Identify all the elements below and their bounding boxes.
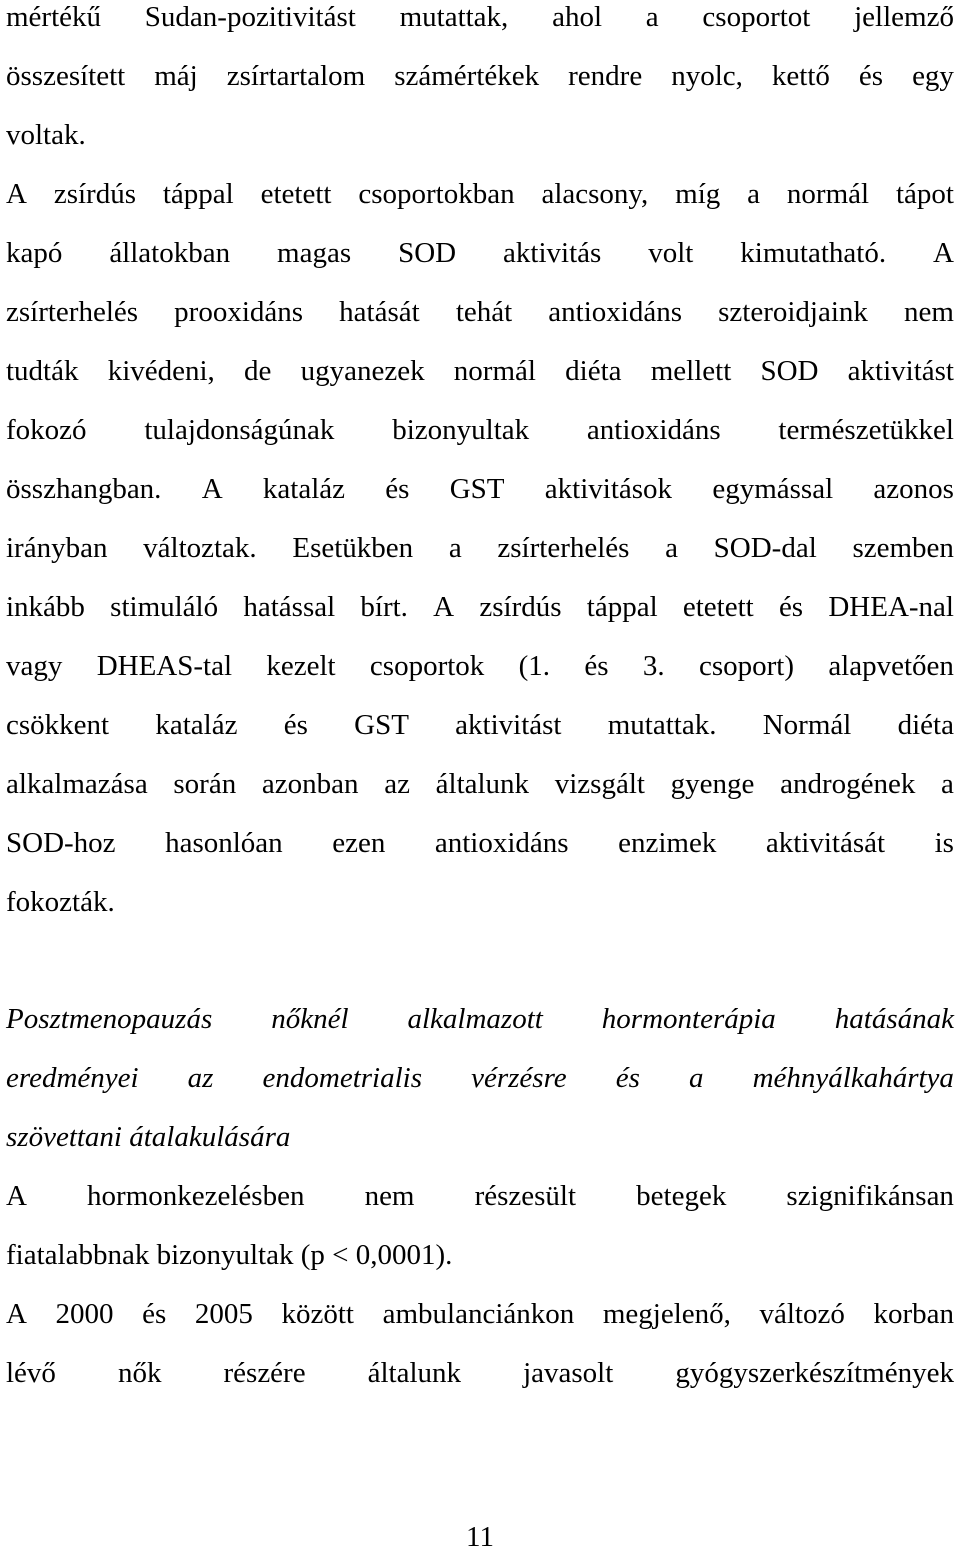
word: alapvetően [828, 650, 954, 682]
word: diéta [565, 355, 622, 387]
word: gyógyszerkészítmények [675, 1357, 954, 1389]
section-heading-line [6, 999, 954, 1039]
word: mellett [650, 355, 732, 387]
word: antioxidáns [434, 827, 569, 859]
word: normál [786, 178, 870, 210]
word: GST [449, 473, 505, 505]
word: és [615, 1062, 640, 1094]
word: androgének [780, 768, 916, 800]
word: között [281, 1298, 354, 1330]
word: SOD [398, 237, 457, 269]
word: alacsony, [541, 178, 649, 210]
word: aktivitását [765, 827, 886, 859]
word: zsírtartalom [226, 60, 366, 92]
word: jellemző [854, 1, 954, 33]
word: aktivitást [847, 355, 954, 387]
word: ugyanezek [300, 355, 425, 387]
word: etetett [682, 591, 754, 623]
word: A [6, 1298, 27, 1330]
word: bírt. [360, 591, 408, 623]
word: lévő [6, 1357, 56, 1389]
word: alkalmazása [6, 768, 148, 800]
word: nyolc, [671, 60, 743, 92]
word: normál [453, 355, 536, 387]
word: zsírterhelés [497, 532, 630, 564]
word: de [244, 355, 272, 387]
word: táppal [162, 178, 234, 210]
word: vérzésre [471, 1062, 567, 1094]
word: A [933, 237, 954, 269]
word: ahol [552, 1, 603, 33]
word: a [665, 532, 678, 564]
word: és [385, 473, 410, 505]
word: tulajdonságúnak [144, 414, 335, 446]
word: kataláz [262, 473, 346, 505]
word: ezen [332, 827, 386, 859]
word: számértékek [394, 60, 540, 92]
text-line [6, 174, 954, 214]
word: míg [675, 178, 721, 210]
word: hasonlóan [165, 827, 283, 859]
text-line [6, 410, 954, 450]
word: antioxidáns [548, 296, 682, 328]
word: zsírdús [53, 178, 136, 210]
word: javasolt [523, 1357, 614, 1389]
word: tehát [455, 296, 513, 328]
text-line [6, 764, 954, 804]
word: A [6, 178, 27, 210]
word: gyenge [670, 768, 755, 800]
word: aktivitást [455, 709, 562, 741]
text-line [6, 351, 954, 391]
word: kapó [6, 237, 63, 269]
word: a [448, 532, 462, 564]
word: egymással [712, 473, 834, 505]
word: hatását [339, 296, 420, 328]
text-line [6, 56, 954, 96]
word: részesült [474, 1180, 577, 1212]
word: nem [904, 296, 954, 328]
word: és [584, 650, 609, 682]
word: A [6, 1180, 27, 1212]
word: eredményei [6, 1062, 139, 1094]
word: kivédeni, [107, 355, 215, 387]
word: DHEAS-tal [96, 650, 233, 682]
word: etetett [260, 178, 332, 210]
word: azonban [261, 768, 359, 800]
word: és [778, 591, 804, 623]
text-line [6, 823, 954, 863]
word: diéta [897, 709, 954, 741]
word: és [858, 60, 884, 92]
word: fokozó [6, 414, 87, 446]
word: zsírdús [479, 591, 562, 623]
word: hormonkezelésben [87, 1180, 305, 1212]
word: a [645, 1, 659, 33]
word: csoportot [702, 1, 811, 33]
word: aktivitások [544, 473, 673, 505]
word: bizonyultak [392, 414, 530, 446]
word: mértékű [6, 1, 102, 33]
text-line [6, 0, 954, 37]
text-line [6, 292, 954, 332]
word: A [433, 591, 455, 623]
word: a [941, 768, 954, 800]
word: során [173, 768, 237, 800]
word: hormonterápia [601, 1003, 776, 1035]
word: természetükkel [778, 414, 954, 446]
text-line: voltak. [6, 119, 86, 151]
word: kimutatható. [740, 237, 887, 269]
word: kezelt [266, 650, 336, 682]
word: antioxidáns [586, 414, 721, 446]
word: egy [912, 60, 954, 92]
word: általunk [367, 1357, 462, 1389]
section-heading-line: szövettani átalakulására [6, 1121, 291, 1153]
text-line [6, 528, 954, 568]
text-line [6, 1176, 954, 1216]
word: a [747, 178, 761, 210]
text-line: fiatalabbnak bizonyultak (p < 0,0001). [6, 1239, 453, 1271]
word: hatással [243, 591, 336, 623]
word: ambulanciánkon [382, 1298, 575, 1330]
text-line [6, 646, 954, 686]
word: szemben [852, 532, 954, 564]
text-line [6, 469, 954, 509]
word: összesített [6, 60, 126, 92]
word: csoportokban [358, 178, 515, 210]
word: Esetükben [292, 532, 414, 564]
word: (1. [518, 650, 551, 682]
word: Sudan-pozitivitást [144, 1, 356, 33]
word: A [201, 473, 223, 505]
word: SOD-hoz [6, 827, 116, 859]
word: kataláz [155, 709, 238, 741]
word: tudták [6, 355, 79, 387]
word: csoportok [369, 650, 485, 682]
word: szignifikánsan [786, 1180, 954, 1212]
word: változó [759, 1298, 845, 1330]
word: és [283, 709, 308, 741]
text-line [6, 1353, 954, 1393]
text-line [6, 1294, 954, 1334]
section-heading-line [6, 1058, 954, 1098]
word: zsírterhelés [6, 296, 139, 328]
word: vizsgált [554, 768, 645, 800]
word: kettő [771, 60, 830, 92]
word: azonos [873, 473, 954, 505]
word: táppal [586, 591, 658, 623]
word: nőknél [271, 1003, 349, 1035]
word: DHEA-nal [828, 591, 954, 623]
word: aktivitás [503, 237, 602, 269]
word: csökkent [6, 709, 110, 741]
word: magas [277, 237, 352, 269]
word: 2000 [55, 1298, 114, 1330]
word: és [142, 1298, 167, 1330]
word: szteroidjaink [718, 296, 868, 328]
word: 3. [642, 650, 665, 682]
word: nők [117, 1357, 162, 1389]
word: alkalmazott [407, 1003, 543, 1035]
page-number: 11 [466, 1521, 494, 1553]
word: tápot [895, 178, 954, 210]
word: vagy [6, 650, 63, 682]
word: stimuláló [110, 591, 219, 623]
word: az [384, 768, 410, 800]
word: inkább [6, 591, 85, 623]
word: a [689, 1062, 704, 1094]
word: változtak. [143, 532, 257, 564]
word: összhangban. [6, 473, 162, 505]
word: megjelenő, [602, 1298, 731, 1330]
word: Normál [762, 709, 852, 741]
word: irányban [6, 532, 108, 564]
word: általunk [435, 768, 530, 800]
word: SOD-dal [713, 532, 817, 564]
word: állatokban [109, 237, 231, 269]
word: mutattak. [607, 709, 717, 741]
text-line: fokozták. [6, 886, 115, 918]
word: korban [873, 1298, 954, 1330]
text-line [6, 233, 954, 273]
word: volt [648, 237, 694, 269]
word: endometrialis [262, 1062, 423, 1094]
word: méhnyálkahártya [752, 1062, 954, 1094]
word: csoport) [698, 650, 794, 682]
word: betegek [636, 1180, 727, 1212]
word: 2005 [194, 1298, 253, 1330]
word: részére [223, 1357, 306, 1389]
word: GST [354, 709, 409, 741]
word: is [934, 827, 954, 859]
word: mutattak, [399, 1, 509, 33]
word: az [187, 1062, 214, 1094]
word: prooxidáns [174, 296, 304, 328]
word: Posztmenopauzás [6, 1003, 213, 1035]
word: SOD [760, 355, 819, 387]
word: enzimek [618, 827, 717, 859]
text-line [6, 705, 954, 745]
word: rendre [568, 60, 643, 92]
word: nem [364, 1180, 415, 1212]
text-line [6, 587, 954, 627]
word: máj [154, 60, 198, 92]
word: hatásának [834, 1003, 954, 1035]
